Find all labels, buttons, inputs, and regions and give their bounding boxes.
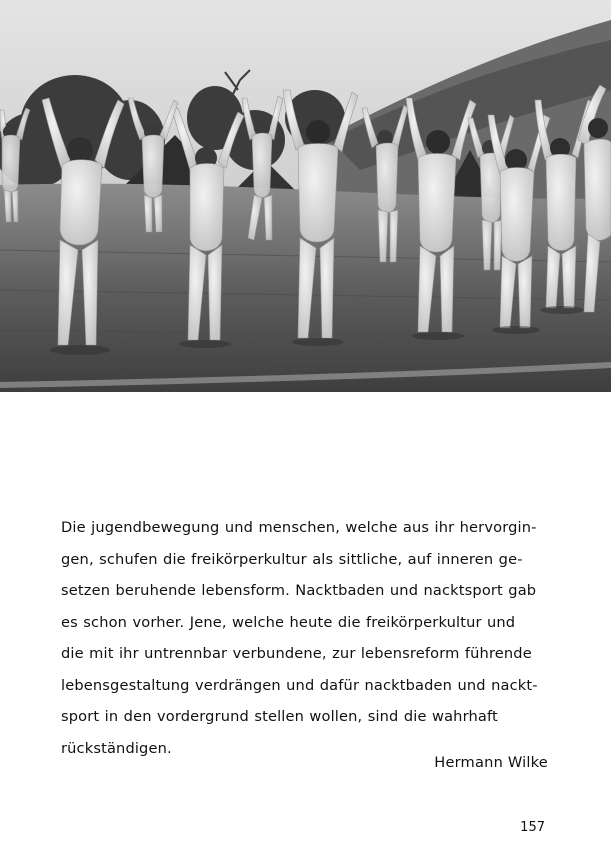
quote-text: [61, 512, 553, 764]
quote-line: setzen beruhende lebensform. Nacktbaden und nacktsport gab: [61, 582, 537, 599]
quote-line: die mit ihr untrennbar verbundene, zur lebensreform führende: [61, 645, 532, 662]
quote-author: Hermann Wilke: [434, 754, 548, 771]
quote-line: rückständigen.: [61, 739, 172, 757]
quote-line: lebensgestaltung verdrängen und dafür nacktbaden und nackt-: [61, 676, 538, 694]
quote-line: sport in den vordergrund stellen wollen, sind die wahrhaft: [61, 708, 498, 725]
quote-line: gen, schufen die freikörperkultur als sittliche, auf inneren ge-: [61, 550, 523, 568]
page-number: 157: [520, 820, 545, 835]
photo-scene: [0, 0, 611, 392]
quote-line: Die jugendbewegung und menschen, welche aus ihr hervorgin-: [61, 519, 537, 536]
quote-line: es schon vorher. Jene, welche heute die freikörperkultur und: [61, 613, 516, 631]
photograph: [0, 0, 611, 392]
